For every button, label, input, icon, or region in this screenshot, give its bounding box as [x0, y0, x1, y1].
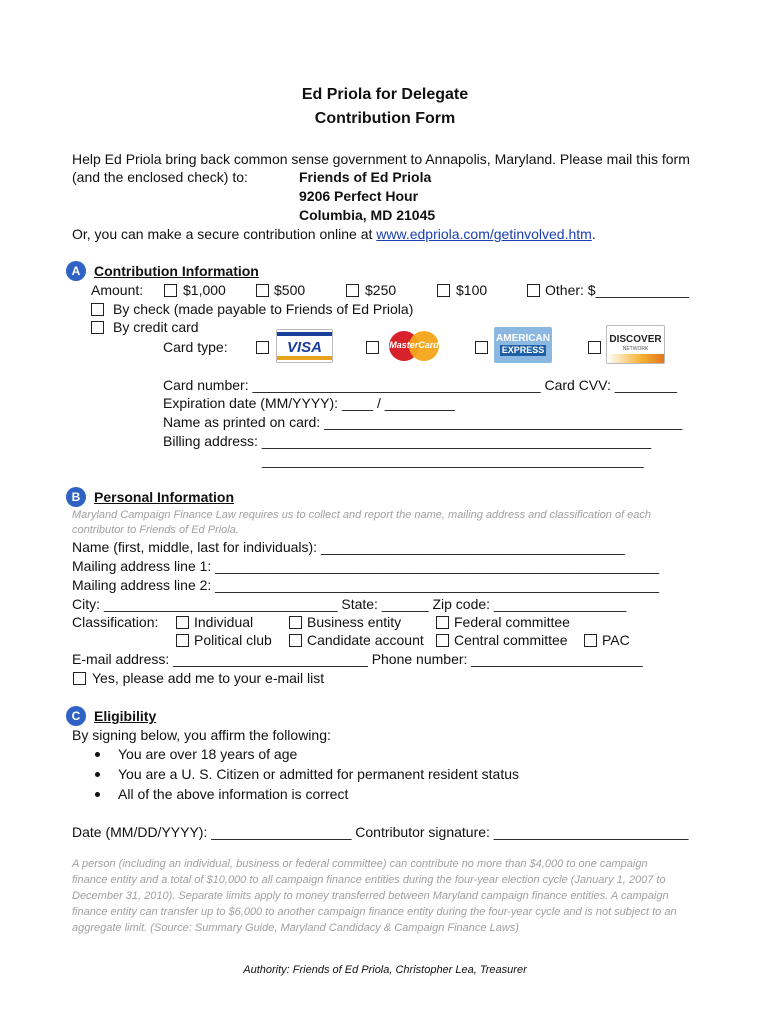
- bullet-icon: [95, 772, 100, 777]
- central-committee-label: Central committee: [454, 632, 568, 648]
- business-entity-label: Business entity: [307, 614, 402, 630]
- form-title: Ed Priola for Delegate: [301, 86, 469, 103]
- finance-law-note-1: Maryland Campaign Finance Law requires us to collect and report the name, mailing address and classification of each: [72, 509, 652, 521]
- classification-label: Classification:: [72, 614, 159, 630]
- political-club-checkbox[interactable]: [176, 634, 189, 647]
- amount-1000-checkbox[interactable]: [164, 284, 177, 297]
- date-signature-field[interactable]: Date (MM/DD/YYYY): __________________ Contributor signature: _________________________: [72, 824, 689, 840]
- section-c-heading: Eligibility: [94, 708, 157, 724]
- billing-address-field[interactable]: Billing address: __________________________________________________: [163, 433, 652, 449]
- eligibility-intro: By signing below, you affirm the following:: [72, 727, 331, 743]
- discover-logo-sub: NETWORK: [622, 346, 649, 352]
- bullet-icon: [95, 792, 100, 797]
- eligibility-item-1: You are over 18 years of age: [118, 746, 298, 762]
- amex-logo-icon: [494, 327, 552, 363]
- candidate-account-checkbox[interactable]: [289, 634, 302, 647]
- pac-checkbox[interactable]: [584, 634, 597, 647]
- legal-text-4: finance entity can transfer up to $6,000 to another campaign finance entity during the four-year cycle and is not subject to an: [72, 906, 677, 918]
- finance-law-note-2: contributor to Friends of Ed Priola.: [72, 524, 239, 536]
- visa-logo-icon: [276, 329, 333, 363]
- name-field[interactable]: Name (first, middle, last for individuals): _______________________________________: [72, 539, 625, 555]
- online-contribution-link[interactable]: www.edpriola.com/getinvolved.htm: [376, 226, 592, 242]
- individual-label: Individual: [194, 614, 254, 630]
- amount-other-field[interactable]: Other: $____________: [545, 282, 690, 298]
- federal-committee-checkbox[interactable]: [436, 616, 449, 629]
- legal-text-1: A person (including an individual, business or federal committee) can contribute no more than $4,000 to one campaign: [72, 858, 648, 870]
- by-credit-checkbox[interactable]: [91, 321, 104, 334]
- discover-logo-icon: [606, 325, 665, 364]
- online-suffix: .: [591, 226, 596, 242]
- amex-logo-text-bottom: EXPRESS: [501, 345, 545, 355]
- candidate-account-label: Candidate account: [307, 632, 424, 648]
- legal-text-2: finance entity and a total of $10,000 to all campaign finance entities during the four-year election cycle (January 1, 2007 to: [72, 874, 666, 886]
- business-entity-checkbox[interactable]: [289, 616, 302, 629]
- amount-250-checkbox[interactable]: [346, 284, 359, 297]
- online-prefix: Or, you can make a secure contribution online at: [72, 226, 377, 242]
- mail-address-street: 9206 Perfect Hour: [299, 188, 419, 204]
- mailing-address-2-field[interactable]: Mailing address line 2: _________________________________________________________: [72, 577, 659, 593]
- section-a-heading: Contribution Information: [94, 263, 259, 279]
- city-state-zip-field[interactable]: City: ______________________________ State: ______ Zip code: _________________: [72, 596, 627, 612]
- billing-address-field-2[interactable]: _________________________________________________: [262, 452, 644, 468]
- amount-label: Amount:: [91, 282, 144, 298]
- mailing-list-label: Yes, please add me to your e-mail list: [92, 670, 325, 686]
- amount-500-label: $500: [274, 282, 306, 298]
- amount-250-label: $250: [365, 282, 397, 298]
- amex-checkbox[interactable]: [475, 341, 488, 354]
- card-number-field[interactable]: Card number: _____________________________________ Card CVV: ________: [163, 377, 678, 393]
- mailing-address-1-field[interactable]: Mailing address line 1: _________________________________________________________: [72, 558, 659, 574]
- name-on-card-field[interactable]: Name as printed on card: ______________________________________________: [163, 414, 683, 430]
- legal-text-3: December 31, 2010). Separate limits apply to money transferred between Maryland campaign finance entities. A campaign: [72, 890, 669, 902]
- legal-text-5: aggregate limit. (Source: Summary Guide, Maryland Candidacy & Campaign Finance Laws): [72, 922, 519, 934]
- discover-logo-text: DISCOVER: [609, 334, 662, 345]
- section-a-badge: A: [66, 261, 86, 281]
- amex-logo-text-top: AMERICAN: [496, 333, 550, 344]
- amount-100-checkbox[interactable]: [437, 284, 450, 297]
- bullet-icon: [95, 752, 100, 757]
- visa-logo-text: VISA: [286, 339, 322, 356]
- amount-1000-label: $1,000: [183, 282, 226, 298]
- intro-line-1: Help Ed Priola bring back common sense government to Annapolis, Maryland. Please mail this form: [72, 151, 690, 167]
- form-subtitle: Contribution Form: [314, 110, 456, 127]
- central-committee-checkbox[interactable]: [436, 634, 449, 647]
- by-credit-label: By credit card: [113, 319, 199, 335]
- pac-label: PAC: [602, 632, 630, 648]
- individual-checkbox[interactable]: [176, 616, 189, 629]
- section-c-badge: C: [66, 706, 86, 726]
- section-b-badge: B: [66, 487, 86, 507]
- section-b-heading: Personal Information: [94, 489, 235, 505]
- discover-checkbox[interactable]: [588, 341, 601, 354]
- authority-line: Authority: Friends of Ed Priola, Christopher Lea, Treasurer: [243, 964, 527, 976]
- online-contribution-text: [72, 226, 596, 242]
- mastercard-logo-text: MasterCard: [389, 340, 439, 350]
- eligibility-item-2: You are a U. S. Citizen or admitted for permanent resident status: [118, 766, 520, 782]
- amount-other-checkbox[interactable]: [527, 284, 540, 297]
- mailing-list-checkbox[interactable]: [73, 672, 86, 685]
- mail-address-city: Columbia, MD 21045: [299, 207, 436, 223]
- expiration-field[interactable]: Expiration date (MM/YYYY): ____ / _________: [163, 395, 455, 411]
- mail-address-name: Friends of Ed Priola: [299, 169, 432, 185]
- political-club-label: Political club: [194, 632, 272, 648]
- email-phone-field[interactable]: E-mail address: _________________________ Phone number: ______________________: [72, 651, 643, 667]
- eligibility-item-3: All of the above information is correct: [118, 786, 349, 802]
- by-check-checkbox[interactable]: [91, 303, 104, 316]
- mastercard-logo-icon: [387, 328, 441, 364]
- federal-committee-label: Federal committee: [454, 614, 570, 630]
- mastercard-checkbox[interactable]: [366, 341, 379, 354]
- amount-100-label: $100: [456, 282, 488, 298]
- intro-line-2: (and the enclosed check) to:: [72, 169, 248, 185]
- visa-checkbox[interactable]: [256, 341, 269, 354]
- by-check-label: By check (made payable to Friends of Ed Priola): [113, 301, 414, 317]
- card-type-label: Card type:: [163, 339, 228, 355]
- amount-500-checkbox[interactable]: [256, 284, 269, 297]
